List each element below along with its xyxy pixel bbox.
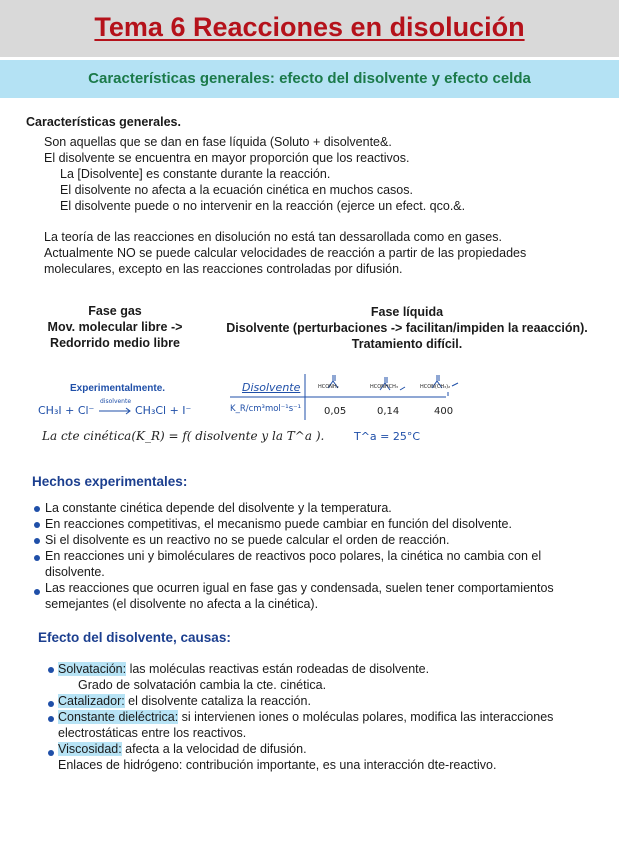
page-title: Tema 6 Reacciones en disolución — [94, 12, 525, 42]
theory-line: La teoría de las reacciones en disolución no está tan dessarollada como en gases. — [44, 230, 502, 244]
effect-heading: Efecto del disolvente, causas: — [38, 630, 231, 645]
fact-item-continuation: semejantes (el disolvente no afecta a la cinética). — [45, 597, 319, 611]
effect-item-continuation: electrostáticas entre los reactivos. — [58, 726, 247, 740]
rate-value: 0,05 — [324, 406, 347, 417]
liquid-phase-title: Fase líquida — [370, 305, 444, 319]
reaction-arrow-label: disolvente — [100, 398, 132, 405]
bullet-dot — [34, 589, 40, 595]
reaction-reactants: CH₃I + Cl⁻ — [38, 404, 95, 417]
table-column-header: Disolvente — [242, 381, 301, 394]
gas-phase-line: Mov. molecular libre -> — [47, 320, 183, 334]
general-line: La [Disolvente] es constante durante la reacción. — [60, 167, 331, 181]
fact-item-continuation: disolvente. — [45, 565, 105, 579]
liquid-phase-line: Disolvente (perturbaciones -> facilitan/impiden la reaacción). — [226, 321, 588, 335]
effect-item — [58, 742, 307, 758]
reaction-products: CH₃Cl + I⁻ — [135, 404, 192, 417]
page-subtitle: Características generales: efecto del disolvente y efecto celda — [88, 70, 531, 87]
bullet-dot — [34, 522, 40, 528]
temperature-note: T^a = 25°C — [354, 430, 421, 443]
solvent-formula: HCON(CH₃)₂ — [420, 384, 451, 390]
general-line: El disolvente no afecta a la ecuación cinética en muchos casos. — [60, 183, 413, 197]
solvent-formula: HCONH₂ — [318, 384, 339, 390]
effect-item — [58, 694, 311, 710]
effect-item-continuation: Enlaces de hidrógeno: contribución importante, es una interacción dte-reactivo. — [58, 758, 497, 772]
effect-text: afecta a la velocidad de difusión. — [121, 742, 307, 756]
effect-text: si intervienen iones o moléculas polares, modifica las interacciones — [178, 710, 554, 724]
facts-heading: Hechos experimentales: — [32, 474, 188, 489]
bullet-dot — [34, 506, 40, 512]
general-line: El disolvente puede o no intervenir en la reacción (ejerce un efect. qco.&. — [60, 199, 466, 213]
effect-item-continuation: Grado de solvatación cambia la cte. cinética. — [78, 678, 327, 692]
fact-item: Si el disolvente es un reactivo no se puede calcular el orden de reacción. — [45, 533, 450, 547]
gas-phase-title: Fase gas — [88, 304, 142, 318]
liquid-phase-line: Tratamiento difícil. — [351, 337, 463, 351]
fact-item: Las reacciones que ocurren igual en fase gas y condensada, suelen tener comportamientos — [45, 581, 554, 595]
effect-item — [58, 662, 429, 678]
bullet-dot — [48, 701, 54, 707]
bullet-dot — [48, 750, 54, 756]
rate-value: 400 — [434, 406, 454, 417]
theory-line: Actualmente NO se puede calcular velocidades de reacción a partir de las propiedades — [44, 246, 527, 260]
general-heading: Características generales. — [26, 115, 181, 129]
fact-item: En reacciones uni y bimoléculares de reactivos poco polares, la cinética no cambia con el — [45, 549, 542, 563]
effect-term-highlight: Catalizador: — [58, 694, 125, 708]
bullet-dot — [34, 538, 40, 544]
effect-text: el disolvente cataliza la reacción. — [124, 694, 311, 708]
general-line: Son aquellas que se dan en fase líquida (Soluto + disolvente&. — [44, 135, 392, 149]
fact-item: La constante cinética depende del disolvente y la temperatura. — [45, 501, 392, 515]
effect-text: las moléculas reactivas están rodeadas de disolvente. — [126, 662, 430, 676]
table-row-header: K_R/cm³mol⁻¹s⁻¹ — [230, 404, 302, 414]
solvent-formula: HCONHCH₃ — [370, 384, 398, 390]
bullet-dot — [34, 555, 40, 561]
kinetic-constant-note: La cte cinética(K_R) = f( disolvente y la T^a ). — [42, 429, 325, 443]
effect-term-highlight: Solvatación: — [58, 662, 127, 676]
experiment-label: Experimentalmente. — [70, 383, 166, 394]
effect-item — [58, 710, 553, 726]
effect-term-highlight: Viscosidad: — [58, 742, 122, 756]
bullet-dot — [48, 716, 54, 722]
bullet-dot — [48, 667, 54, 673]
general-line: El disolvente se encuentra en mayor proporción que los reactivos. — [44, 151, 410, 165]
theory-line: moleculares, excepto en las reacciones controladas por difusión. — [44, 262, 403, 276]
fact-item: En reacciones competitivas, el mecanismo puede cambiar en función del disolvente. — [45, 517, 512, 531]
effect-term-highlight: Constante dieléctrica: — [58, 710, 179, 724]
gas-phase-line: Redorrido medio libre — [50, 336, 180, 350]
rate-value: 0,14 — [377, 406, 400, 417]
